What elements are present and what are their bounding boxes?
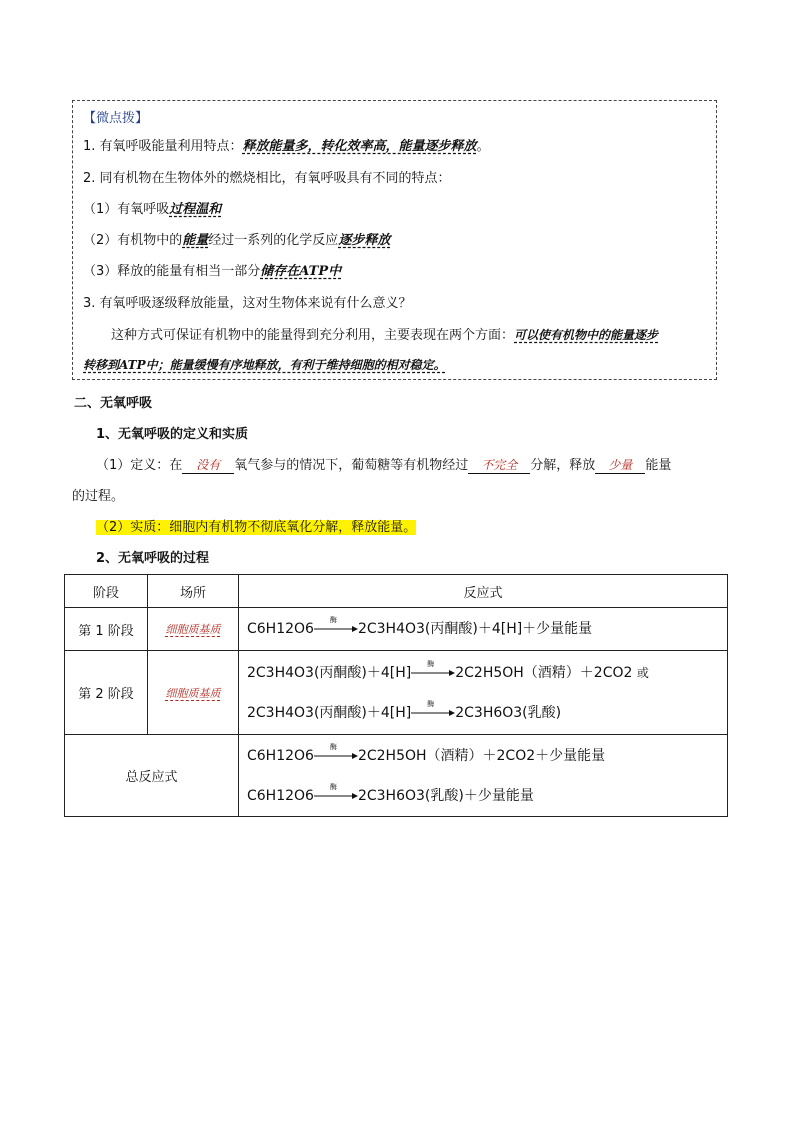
row2-eq2-right: 2C3H6O3(乳酸) xyxy=(455,704,562,721)
tip-item-2-emphasis-2: 逐步释放 xyxy=(338,233,391,248)
row2-eq1-or: 或 xyxy=(636,665,649,680)
row2-equation-cell xyxy=(239,651,728,735)
definition-part-4: 能量 xyxy=(645,458,672,473)
row3-stage: 总反应式 xyxy=(65,735,239,817)
reaction-arrow xyxy=(314,742,358,760)
process-table xyxy=(64,574,728,817)
tip-item-3-prefix: （3）释放的能量有相当一部分 xyxy=(83,264,261,279)
row2-eq1-right: 2C2H5OH（酒精）＋2CO2 xyxy=(455,664,633,681)
enzyme-label: 酶 xyxy=(427,699,435,708)
row3-eq2-left: C6H12O6 xyxy=(247,787,314,804)
definition-part-2: 氧气参与的情况下，葡萄糖等有机物经过 xyxy=(234,458,469,473)
header-stage: 阶段 xyxy=(65,575,148,608)
tip-point-2: 2. 同有机物在生物体外的燃烧相比，有氧呼吸具有不同的特点： xyxy=(83,171,451,186)
row2-site-cell xyxy=(148,651,239,735)
table-row xyxy=(65,608,728,651)
row3-eq1-right: 2C2H5OH（酒精）＋2CO2＋少量能量 xyxy=(357,747,606,764)
tip-item-2-middle: 经过一系列的化学反应 xyxy=(208,233,339,248)
row1-equation-cell xyxy=(239,608,728,651)
blank-incomplete: 不完全 xyxy=(468,458,530,474)
row2-equation-2 xyxy=(247,693,719,733)
subheading-definition: 1、无氧呼吸的定义和实质 xyxy=(96,427,249,442)
subheading-process: 2、无氧呼吸的过程 xyxy=(96,551,210,566)
enzyme-label: 酶 xyxy=(329,616,337,624)
row3-eq1-left: C6H12O6 xyxy=(247,747,314,764)
table-row xyxy=(65,735,728,817)
tip-answer-line-1 xyxy=(111,327,658,344)
blank-without: 没有 xyxy=(182,458,234,474)
arrow-icon xyxy=(411,669,455,677)
essence-line xyxy=(96,520,416,536)
tip-answer-prefix: 这种方式可保证有机物中的能量得到充分利用，主要表现在两个方面： xyxy=(111,328,515,343)
arrow-icon xyxy=(411,709,455,717)
row1-eq-left: C6H12O6 xyxy=(247,621,314,637)
definition-line-2: 的过程。 xyxy=(72,489,125,504)
tip-answer-emphasis-1: 可以使有机物中的能量逐步 xyxy=(514,328,659,342)
tip-item-2-prefix: （2）有机物中的 xyxy=(83,233,183,248)
tip-item-3 xyxy=(83,264,341,280)
row3-equation-cell xyxy=(239,735,728,817)
definition-part-3: 分解，释放 xyxy=(530,458,596,473)
tip-item-3-emphasis: 储存在ATP中 xyxy=(260,264,342,279)
enzyme-label: 酶 xyxy=(427,659,435,668)
reaction-arrow xyxy=(314,782,358,800)
tip-item-2-emphasis-1: 能量 xyxy=(182,233,209,248)
row3-equation-1 xyxy=(247,736,719,776)
row1-site-cell xyxy=(148,608,239,651)
row1-site: 细胞质基质 xyxy=(165,623,221,636)
tip-item-2 xyxy=(83,233,390,249)
table-row xyxy=(65,651,728,735)
tip-item-1-prefix: （1）有氧呼吸 xyxy=(83,202,170,217)
tip-item-1-emphasis: 过程温和 xyxy=(169,202,222,217)
tip-point-1 xyxy=(83,139,490,155)
reaction-arrow xyxy=(411,659,455,677)
tip-point-1-prefix: 1. 有氧呼吸能量利用特点： xyxy=(83,139,243,154)
row2-stage: 第 2 阶段 xyxy=(65,651,148,735)
reaction-arrow xyxy=(314,616,358,633)
row2-site: 细胞质基质 xyxy=(165,686,221,700)
definition-prefix: （1）定义：在 xyxy=(96,458,183,473)
row1-eq-right: 2C3H4O3(丙酮酸)＋4[H]＋少量能量 xyxy=(357,621,593,637)
tip-question-3: 3. 有氧呼吸逐级释放能量，这对生物体来说有什么意义？ xyxy=(83,296,412,311)
arrow-icon xyxy=(314,625,358,633)
blank-small-amount: 少量 xyxy=(595,458,645,474)
section-heading: 二、无氧呼吸 xyxy=(74,396,153,411)
row2-equation-1 xyxy=(247,653,719,693)
row3-eq2-right: 2C3H6O3(乳酸)＋少量能量 xyxy=(357,787,534,804)
row3-equation-2 xyxy=(247,776,719,816)
arrow-icon xyxy=(314,792,358,800)
tip-point-1-suffix: 。 xyxy=(476,139,490,154)
tip-title: 【微点拨】 xyxy=(83,111,149,126)
row2-eq1-left: 2C3H4O3(丙酮酸)＋4[H] xyxy=(247,664,412,681)
row2-eq2-left: 2C3H4O3(丙酮酸)＋4[H] xyxy=(247,704,412,721)
essence-highlight: （2）实质：细胞内有机物不彻底氧化分解，释放能量。 xyxy=(96,520,417,535)
enzyme-label: 酶 xyxy=(329,782,337,791)
header-equation: 反应式 xyxy=(239,575,728,608)
tip-answer-line-2 xyxy=(83,357,446,374)
definition-line-1 xyxy=(96,458,671,474)
row1-stage: 第 1 阶段 xyxy=(65,608,148,651)
header-site: 场所 xyxy=(148,575,239,608)
reaction-arrow xyxy=(411,699,455,717)
table-header-row xyxy=(65,575,728,608)
enzyme-label: 酶 xyxy=(329,742,337,751)
tip-item-1 xyxy=(83,202,221,218)
arrow-icon xyxy=(314,752,358,760)
row1-equation xyxy=(247,609,719,649)
tip-point-1-emphasis: 释放能量多，转化效率高，能量逐步释放 xyxy=(242,139,477,154)
tip-answer-emphasis-2: 转移到ATP中；能量缓慢有序地释放，有利于维持细胞的相对稳定。 xyxy=(83,358,446,372)
tip-box xyxy=(72,100,717,380)
